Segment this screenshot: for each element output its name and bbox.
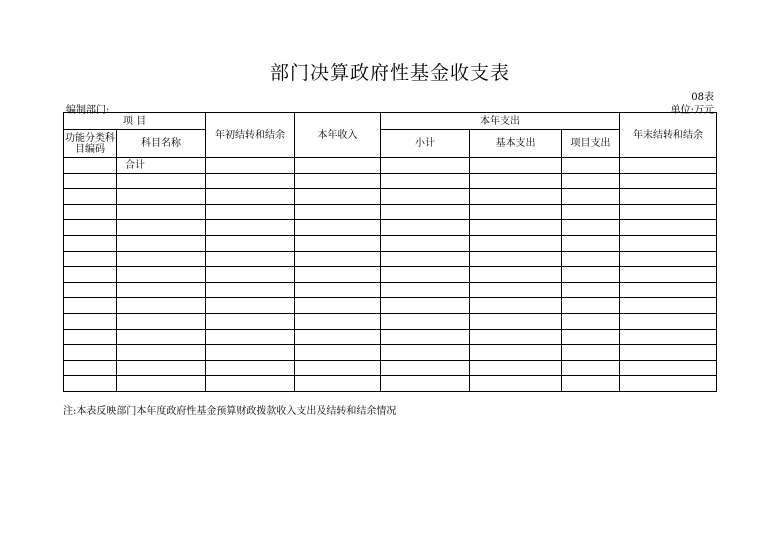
table-cell[interactable] — [295, 189, 381, 205]
table-cell[interactable] — [470, 376, 562, 392]
table-cell[interactable] — [562, 173, 620, 189]
total-label: 合计 — [117, 158, 206, 174]
table-cell[interactable] — [64, 298, 117, 314]
header-code: 功能分类科目编码 — [64, 130, 117, 158]
table-cell[interactable] — [470, 298, 562, 314]
table-cell[interactable] — [620, 158, 717, 174]
table-cell[interactable] — [117, 282, 206, 298]
table-cell[interactable] — [470, 204, 562, 220]
table-cell[interactable] — [64, 267, 117, 283]
table-cell[interactable] — [117, 189, 206, 205]
table-cell[interactable] — [206, 345, 295, 361]
table-cell[interactable] — [562, 189, 620, 205]
header-begin-balance: 年初结转和结余 — [206, 113, 295, 158]
table-cell[interactable] — [206, 251, 295, 267]
table-row — [64, 189, 717, 205]
table-cell[interactable] — [620, 329, 717, 345]
table-cell[interactable] — [562, 220, 620, 236]
table-cell[interactable] — [620, 235, 717, 251]
table-cell[interactable] — [64, 345, 117, 361]
table-cell[interactable] — [117, 298, 206, 314]
table-cell[interactable] — [381, 158, 470, 174]
table-cell[interactable] — [206, 376, 295, 392]
table-cell[interactable] — [206, 267, 295, 283]
table-cell[interactable] — [206, 298, 295, 314]
table-cell[interactable] — [117, 376, 206, 392]
table-cell[interactable] — [470, 360, 562, 376]
header-name: 科目名称 — [117, 130, 206, 158]
table-cell[interactable] — [381, 376, 470, 392]
table-cell[interactable] — [64, 235, 117, 251]
table-cell[interactable] — [64, 158, 117, 174]
table-cell[interactable] — [206, 360, 295, 376]
table-cell[interactable] — [381, 360, 470, 376]
table-row — [64, 220, 717, 236]
table-cell[interactable] — [562, 158, 620, 174]
table-cell[interactable] — [295, 313, 381, 329]
header-project: 项目支出 — [562, 130, 620, 158]
table-cell[interactable] — [64, 313, 117, 329]
table-cell[interactable] — [620, 267, 717, 283]
table-cell[interactable] — [620, 204, 717, 220]
table-cell[interactable] — [206, 173, 295, 189]
table-cell[interactable] — [470, 158, 562, 174]
header-subtotal: 小计 — [381, 130, 470, 158]
table-cell[interactable] — [562, 235, 620, 251]
table-cell[interactable] — [381, 235, 470, 251]
table-cell[interactable] — [562, 204, 620, 220]
table-cell[interactable] — [470, 189, 562, 205]
table-cell[interactable] — [620, 360, 717, 376]
footnote: 注:本表反映部门本年度政府性基金预算财政拨款收入支出及结转和结余情况 — [63, 406, 397, 417]
table-cell[interactable] — [295, 235, 381, 251]
table-cell[interactable] — [381, 298, 470, 314]
table-cell[interactable] — [64, 376, 117, 392]
table-cell[interactable] — [620, 282, 717, 298]
table-cell[interactable] — [64, 220, 117, 236]
header-expense-group: 本年支出 — [381, 113, 620, 130]
table-cell[interactable] — [64, 189, 117, 205]
table-cell[interactable] — [620, 189, 717, 205]
table-cell[interactable] — [295, 345, 381, 361]
table-cell[interactable] — [381, 313, 470, 329]
form-number: 08表 — [691, 92, 714, 103]
table-cell[interactable] — [381, 282, 470, 298]
table-cell[interactable] — [117, 235, 206, 251]
table-cell[interactable] — [620, 298, 717, 314]
fund-table — [63, 112, 717, 392]
header-end-balance: 年末结转和结余 — [620, 113, 717, 158]
table-row — [64, 313, 717, 329]
table-row — [64, 267, 717, 283]
table-row — [64, 345, 717, 361]
table-cell[interactable] — [470, 220, 562, 236]
table-cell[interactable] — [295, 298, 381, 314]
table-cell[interactable] — [562, 267, 620, 283]
table-cell[interactable] — [206, 220, 295, 236]
table-cell[interactable] — [206, 313, 295, 329]
unit-label: 单位:万元 — [670, 105, 714, 116]
table-cell[interactable] — [470, 235, 562, 251]
table-cell[interactable] — [381, 220, 470, 236]
header-income: 本年收入 — [295, 113, 381, 158]
table-cell[interactable] — [206, 329, 295, 345]
table-cell[interactable] — [381, 173, 470, 189]
table-cell[interactable] — [562, 345, 620, 361]
table-cell[interactable] — [117, 267, 206, 283]
table-cell[interactable] — [562, 329, 620, 345]
header-row-1 — [64, 113, 717, 130]
table-cell[interactable] — [117, 251, 206, 267]
table-row — [64, 204, 717, 220]
table-cell[interactable] — [470, 345, 562, 361]
table-cell[interactable] — [381, 345, 470, 361]
table-cell[interactable] — [562, 313, 620, 329]
page-title: 部门决算政府性基金收支表 — [269, 62, 510, 84]
header-row-2 — [64, 130, 717, 158]
table-cell[interactable] — [295, 251, 381, 267]
table-cell[interactable] — [117, 345, 206, 361]
table-cell[interactable] — [117, 360, 206, 376]
table-row — [64, 251, 717, 267]
table-cell[interactable] — [620, 173, 717, 189]
table-cell[interactable] — [381, 267, 470, 283]
table-cell[interactable] — [620, 251, 717, 267]
table-cell[interactable] — [206, 282, 295, 298]
table-cell[interactable] — [562, 298, 620, 314]
table-cell[interactable] — [295, 329, 381, 345]
table-row — [64, 329, 717, 345]
table-cell[interactable] — [562, 282, 620, 298]
table-cell[interactable] — [206, 189, 295, 205]
table-cell[interactable] — [562, 360, 620, 376]
table-cell[interactable] — [117, 220, 206, 236]
table-row — [64, 298, 717, 314]
table-cell[interactable] — [117, 329, 206, 345]
table-cell[interactable] — [295, 267, 381, 283]
table-cell[interactable] — [64, 204, 117, 220]
table-cell[interactable] — [64, 251, 117, 267]
table-cell[interactable] — [470, 251, 562, 267]
table-cell[interactable] — [117, 313, 206, 329]
table-cell[interactable] — [381, 329, 470, 345]
header-basic: 基本支出 — [470, 130, 562, 158]
table-cell[interactable] — [470, 313, 562, 329]
table-cell[interactable] — [295, 220, 381, 236]
table-row — [64, 360, 717, 376]
table-cell[interactable] — [620, 313, 717, 329]
table-cell[interactable] — [295, 158, 381, 174]
table-cell[interactable] — [562, 251, 620, 267]
table-cell[interactable] — [64, 173, 117, 189]
table-cell[interactable] — [295, 282, 381, 298]
table-cell[interactable] — [206, 204, 295, 220]
table-cell[interactable] — [381, 204, 470, 220]
table-cell[interactable] — [206, 235, 295, 251]
table-row — [64, 376, 717, 392]
table-cell[interactable] — [470, 282, 562, 298]
table-cell[interactable] — [470, 173, 562, 189]
org-label: 编制部门: — [66, 105, 110, 116]
table-cell[interactable] — [470, 267, 562, 283]
table-cell[interactable] — [295, 204, 381, 220]
table-cell[interactable] — [470, 329, 562, 345]
table-cell[interactable] — [295, 360, 381, 376]
total-row — [64, 158, 717, 174]
table-cell[interactable] — [295, 376, 381, 392]
table-row — [64, 235, 717, 251]
table-cell[interactable] — [64, 360, 117, 376]
table-cell[interactable] — [620, 376, 717, 392]
table-row — [64, 282, 717, 298]
header-item-group: 项 目 — [64, 113, 206, 130]
table-cell[interactable] — [64, 329, 117, 345]
table-cell[interactable] — [206, 158, 295, 174]
table-cell[interactable] — [620, 345, 717, 361]
table-cell[interactable] — [64, 282, 117, 298]
table-cell[interactable] — [381, 189, 470, 205]
table-cell[interactable] — [117, 173, 206, 189]
table-cell[interactable] — [295, 173, 381, 189]
table-cell[interactable] — [381, 251, 470, 267]
table-cell[interactable] — [117, 204, 206, 220]
table-cell[interactable] — [562, 376, 620, 392]
table-row — [64, 173, 717, 189]
table-cell[interactable] — [620, 220, 717, 236]
